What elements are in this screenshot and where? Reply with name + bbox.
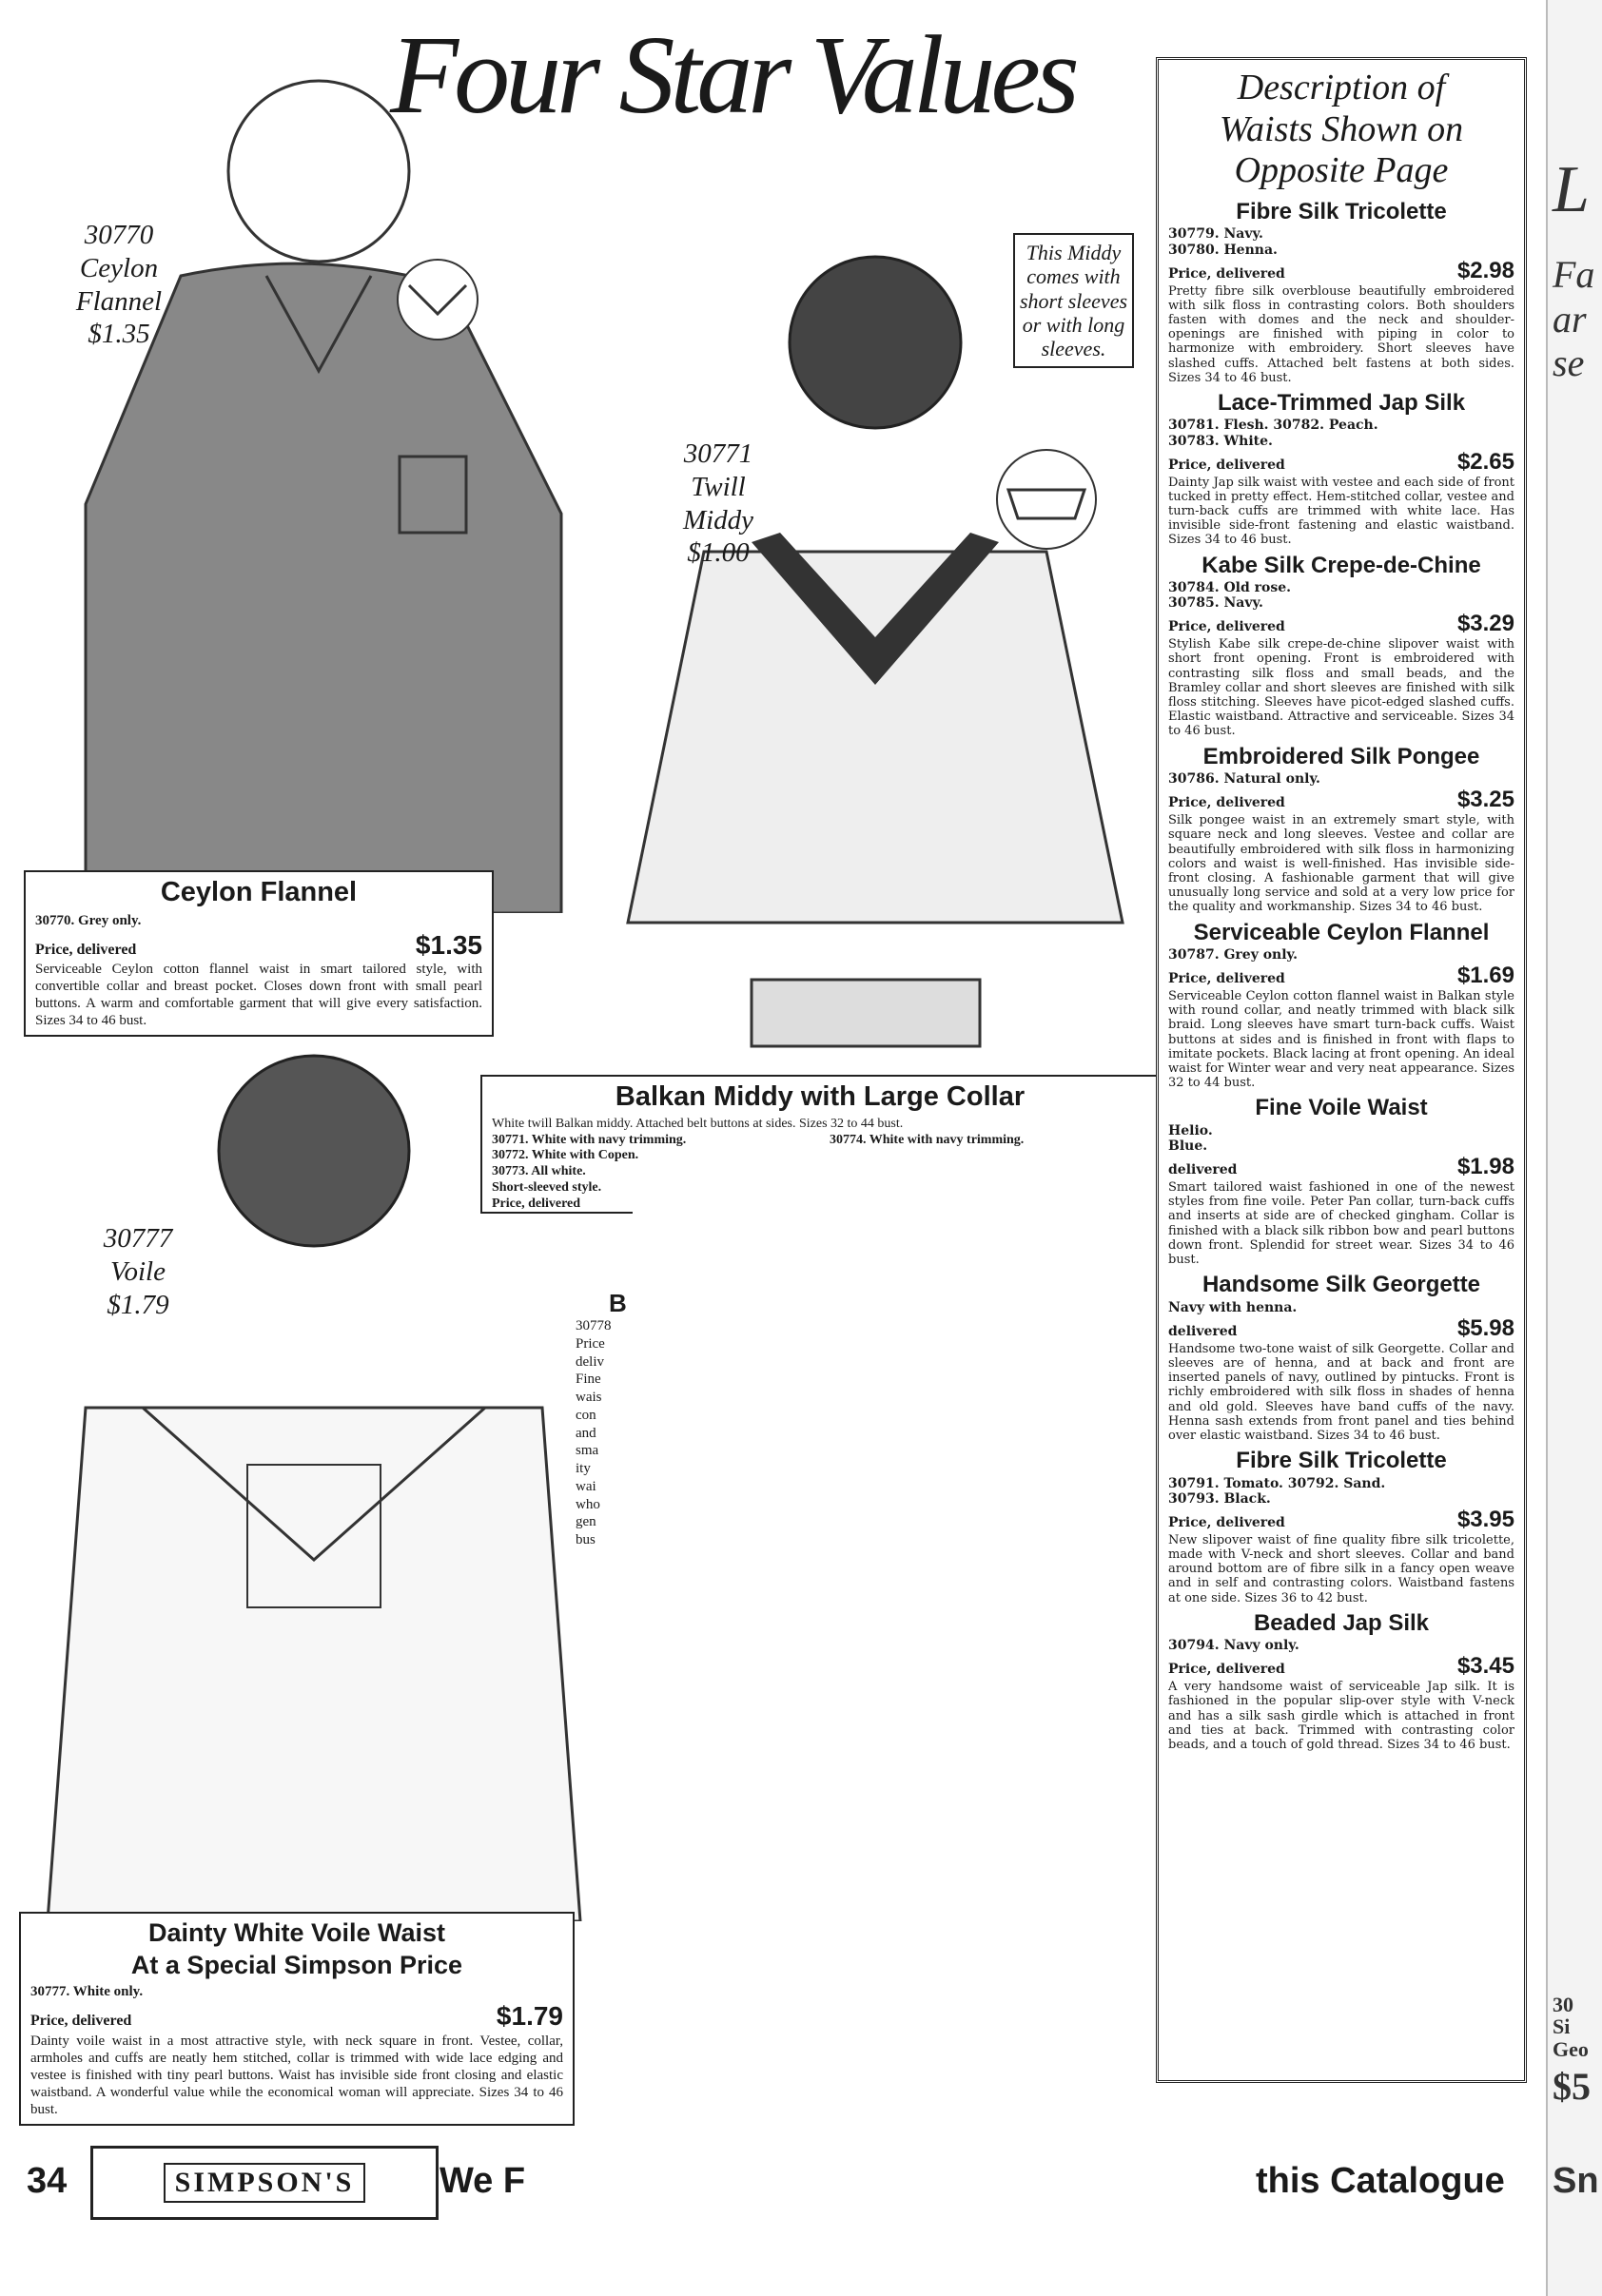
description-item [1168, 391, 1514, 548]
item-description: Stylish Kabe silk crepe-de-chine slipover waist with short front opening. Front is embroidered with contrasting silk floss and small beads, and the Bramley collar and short sleeves are finished with silk floss stitching. Sleeves have picot-edged slashed cuffs. Elastic waistband. Attractive and serviceable. Sizes 34 to 46 bust. [1168, 637, 1514, 739]
edge-text: 30 [1553, 1993, 1573, 2016]
label-price: $1.79 [107, 1289, 169, 1320]
price-row [1168, 963, 1514, 989]
product-name: Balkan Middy with Large Collar [615, 1081, 1026, 1112]
torn-blank-area [633, 1179, 1203, 2150]
product-subtitle: At a Special Simpson Price [130, 1950, 463, 1979]
logo-text: SIMPSON'S [164, 2163, 366, 2203]
price-label: delivered [1168, 1323, 1238, 1339]
price-label: Price, delivered [1168, 1662, 1285, 1678]
price-label: Price, delivered [1168, 457, 1285, 473]
description-item [1168, 1273, 1514, 1443]
column-heading [1168, 68, 1514, 192]
twill-middy-label [652, 438, 785, 570]
price-row [1168, 449, 1514, 476]
simpsons-logo [90, 2146, 439, 2220]
item-price: $1.98 [1456, 1154, 1514, 1180]
item-codes: 30791. Tomato. 30792. Sand. 30793. Black. [1168, 1475, 1386, 1507]
edge-text: Sn [1553, 2161, 1599, 2201]
page-title: Four Star Values [390, 12, 1075, 137]
description-column [1156, 57, 1527, 2083]
edge-text: Geo [1553, 2037, 1589, 2061]
product-description: Serviceable Ceylon cotton flannel waist in smart tailored style, with convertible collar and breast pocket. Closes down front with small pearl buttons. A warm and comfortable garment that will give every satisfaction. Sizes 34 to 46 bust. [35, 962, 482, 1029]
item-price: $1.69 [1456, 963, 1514, 989]
item-codes: 30781. Flesh. 30782. Peach. 30783. White. [1168, 418, 1378, 449]
item-name: Beaded Jap Silk [1253, 1609, 1430, 1636]
edge-text: $5 [1553, 2065, 1591, 2108]
label-code: 30770 [84, 220, 154, 250]
label-code: 30777 [103, 1223, 173, 1254]
item-name: Embroidered Silk Pongee [1202, 743, 1480, 769]
edge-text: L [1553, 153, 1590, 226]
product-name: Dainty White Voile Waist [147, 1918, 446, 1947]
column-heading-line: Opposite Page [1234, 150, 1449, 191]
item-codes: 30786. Natural only. [1168, 771, 1320, 788]
description-item [1168, 1096, 1514, 1267]
price-row [1168, 1507, 1514, 1533]
price-row [1168, 787, 1514, 813]
label-name: Middy [682, 504, 754, 535]
product-name: Ceylon Flannel [160, 877, 358, 907]
edge-text: se [1553, 341, 1585, 384]
item-price: $2.65 [1456, 448, 1514, 475]
price-row [30, 2000, 563, 2033]
item-name: Fine Voile Waist [1255, 1095, 1428, 1121]
price-label: Price, delivered [1168, 1514, 1285, 1530]
product-price: $1.79 [496, 2001, 563, 2032]
footer-text-right: this Catalogue [1256, 2161, 1505, 2201]
edge-text: Fa [1553, 253, 1595, 296]
item-price: $2.98 [1456, 257, 1514, 283]
item-codes: Helio. Blue. [1168, 1122, 1213, 1154]
item-description: A very handsome waist of serviceable Jap silk. It is fashioned in the popular slip-over style with V-neck and has a silk sash girdle which is attached in front and ties at back. Trimmed with contrasting color beads, and a touch of gold thread. Sizes 34 to 46 bust. [1168, 1680, 1514, 1753]
item-price: $5.98 [1456, 1314, 1514, 1341]
voile-waist-description [19, 1912, 575, 2126]
partial-product-heading: B [609, 1289, 627, 1317]
label-price: $1.35 [88, 319, 150, 350]
price-row [35, 929, 482, 962]
ceylon-flannel-label [52, 219, 186, 351]
description-item [1168, 200, 1514, 385]
price-label: Price, delivered [30, 2013, 132, 2030]
item-price: $3.95 [1456, 1506, 1514, 1532]
middy-note-box: This Middy comes with short sleeves or with long sleeves. [1013, 233, 1134, 368]
voile-label [71, 1222, 205, 1321]
description-item [1168, 745, 1514, 915]
item-description: Serviceable Ceylon cotton flannel waist in Balkan style with round collar, and neatly trimmed with black silk braid. Long sleeves have smart turn-back cuffs. Waist buttons at sides and is finished in front with flaps to imitate pockets. Black lacing at front opening. An ideal waist for Winter wear and very neat appearance. Sizes 32 to 44 bust. [1168, 989, 1514, 1091]
product-variants-right: 30774. White with navy trimming. [830, 1132, 1025, 1147]
item-codes: Navy with henna. [1168, 1299, 1298, 1315]
edge-text: Si [1553, 2014, 1571, 2038]
partial-product-text: 30778 Price deliv Fine wais con and sma ity wai who gen bus [576, 1318, 612, 1547]
item-description: New slipover waist of fine quality fibre silk tricolette, made with V-neck and short sleeves. Collar and band around bottom are of fibre silk in a fancy open weave and in self and contrasting colors. Waistband fastens at one side. Sizes 36 to 42 bust. [1168, 1532, 1514, 1605]
edge-text: ar [1553, 298, 1587, 341]
item-description: Dainty Jap silk waist with vestee and each side of front tucked in pretty effect. Hem-stitched collar, vestee and turn-back cuffs are trimmed with white lace. Has invisible side-front fastening and elastic waistband. Sizes 34 to 46 bust. [1168, 475, 1514, 548]
price-row [1168, 1315, 1514, 1342]
item-codes: 30794. Navy only. [1168, 1638, 1299, 1654]
label-code: 30771 [683, 438, 753, 469]
ceylon-flannel-illustration [29, 57, 637, 913]
item-price: $3.29 [1456, 611, 1514, 637]
description-item [1168, 1449, 1514, 1605]
item-name: Fibre Silk Tricolette [1236, 1448, 1447, 1474]
item-name: Serviceable Ceylon Flannel [1193, 919, 1490, 945]
description-list [1168, 200, 1514, 1752]
label-name: Flannel [75, 285, 163, 317]
price-label: Price, delivered [1168, 619, 1285, 635]
description-item [1168, 1611, 1514, 1753]
page-number: 34 [27, 2161, 68, 2201]
price-row [1168, 258, 1514, 284]
product-description: Dainty voile waist in a most attractive style, with neck square in front. Vestee, collar, armholes and cuffs are neatly hem stitched, collar is trimmed with wide lace edging and vestee is finished with tiny pearl buttons. Waist has invisible side front closing and elastic waistband. A wonderful value while the economical woman will appreciate. Sizes 34 to 46 bust. [30, 2033, 563, 2117]
price-label: Price, delivered [1168, 971, 1285, 987]
column-heading-line: Waists Shown on [1219, 108, 1464, 149]
price-row [1168, 1653, 1514, 1680]
item-price: $3.45 [1456, 1653, 1514, 1680]
item-name: Handsome Silk Georgette [1202, 1272, 1481, 1298]
item-description: Silk pongee waist in an extremely smart style, with square neck and long sleeves. Vestee and collar are beautifully embroidered with silk floss in harmonizing colors and waist is well-finished. Has invisible side-front closing. A fashionable garment that will give unusually long service and sold at a very low price for the quality and workmanship. Sizes 34 to 46 bust. [1168, 813, 1514, 915]
item-name: Lace-Trimmed Jap Silk [1217, 390, 1466, 417]
price-label: Price, delivered [1168, 795, 1285, 811]
product-codes: 30777. White only. [30, 1984, 144, 2000]
description-item [1168, 554, 1514, 739]
item-name: Fibre Silk Tricolette [1236, 199, 1447, 225]
product-variants-left: 30771. White with navy trimming. 30772. White with Copen. 30773. All white. Short-sleeved style. Price, delivered [492, 1132, 687, 1211]
footer-text-left: We F [440, 2161, 526, 2201]
label-name: Voile [110, 1255, 166, 1287]
item-description: Pretty fibre silk overblouse beautifully embroidered with silk floss in contrasting colors. Both shoulders fasten with domes and the neck and shoulder-openings are finished with piping in color to harmonize with embroidery. Short sleeves have slashed cuffs. Attached belt fastens at both sides. Sizes 34 to 46 bust. [1168, 283, 1514, 385]
price-label: Price, delivered [1168, 265, 1285, 282]
item-codes: 30784. Old rose. 30785. Navy. [1168, 580, 1292, 612]
price-row [1168, 1154, 1514, 1180]
product-price: $1.35 [415, 929, 482, 960]
middy-collar-detail-illustration [985, 447, 1108, 552]
price-row [1168, 611, 1514, 637]
label-name: Ceylon [79, 252, 159, 283]
ceylon-flannel-description [24, 870, 494, 1037]
item-codes: 30787. Grey only. [1168, 946, 1298, 963]
column-heading-line: Description of [1237, 68, 1446, 107]
collar-detail-illustration [390, 257, 485, 342]
item-description: Handsome two-tone waist of silk Georgette. Collar and sleeves are of henna, and at back and front are inserted panels of navy, outlined by pintucks. Front is richly embroidered with silk floss in shades of henna and old gold. Sleeves have band cuffs of the navy. Henna sash extends from front panel and ties behind over elastic waistband. Sizes 34 to 46 bust. [1168, 1341, 1514, 1443]
description-item [1168, 921, 1514, 1091]
item-codes: 30779. Navy. 30780. Henna. [1168, 226, 1278, 258]
item-price: $3.25 [1456, 787, 1514, 813]
label-name: Twill [691, 471, 746, 502]
item-name: Kabe Silk Crepe-de-Chine [1202, 552, 1481, 578]
price-label: delivered [1168, 1162, 1238, 1178]
item-description: Smart tailored waist fashioned in one of the newest styles from fine voile. Peter Pan collar, turn-back cuffs and inserts at side are of checked gingham. Collar is finished with a black silk ribbon bow and pearl buttons down front. Splendid for street wear. Sizes 34 to 46 bust. [1168, 1180, 1514, 1268]
product-intro: White twill Balkan middy. Attached belt buttons at sides. Sizes 32 to 44 bust. [492, 1116, 904, 1131]
price-label: Price, delivered [35, 941, 137, 958]
label-price: $1.00 [687, 537, 750, 569]
product-codes: 30770. Grey only. [35, 912, 142, 928]
